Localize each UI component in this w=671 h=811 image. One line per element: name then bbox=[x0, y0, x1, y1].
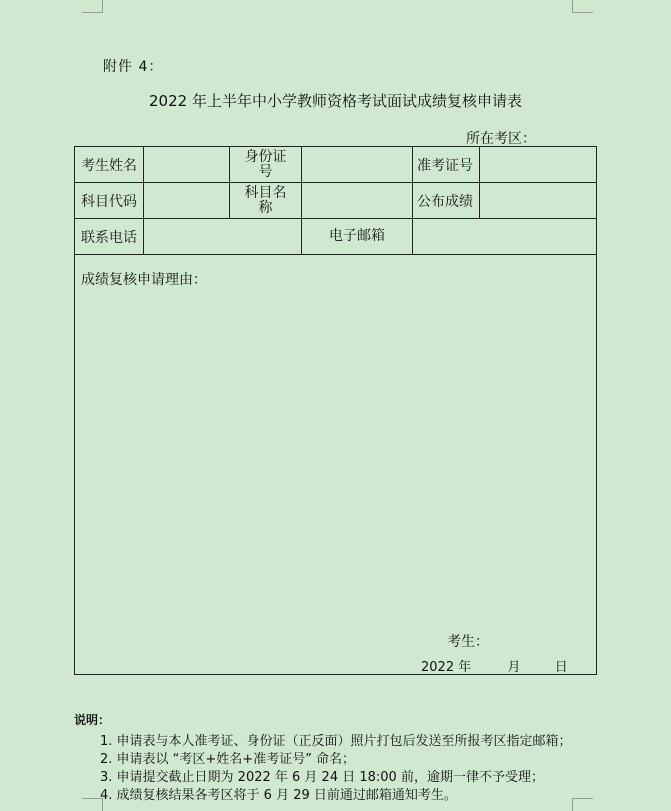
page-corner-mark bbox=[572, 0, 593, 13]
page-corner-mark bbox=[82, 0, 103, 13]
subject-name-line1: 科目名 bbox=[244, 184, 287, 201]
note-item: 2. 申请表以 “考区+姓名+准考证号” 命名； bbox=[100, 752, 356, 767]
email-field[interactable] bbox=[413, 219, 596, 254]
subject-name-label bbox=[230, 183, 301, 218]
id-label-line1: 身份证 bbox=[244, 148, 287, 165]
published-score-field[interactable] bbox=[480, 183, 596, 218]
subject-name-field[interactable] bbox=[302, 183, 412, 218]
subject-code-label: 科目代码 bbox=[81, 193, 137, 210]
page-corner-mark bbox=[572, 798, 593, 811]
date-line bbox=[421, 656, 568, 675]
subject-name-line2: 称 bbox=[258, 199, 273, 216]
signature-label: 考生： bbox=[447, 634, 489, 650]
note-item: 4. 成绩复核结果各考区将于 6 月 29 日前通过邮箱通知考生。 bbox=[100, 788, 457, 803]
notes-section bbox=[74, 711, 110, 728]
document-title: 2022 年上半年中小学教师资格考试面试成绩复核申请表 bbox=[149, 92, 522, 110]
date-year: 2022 年 bbox=[421, 660, 472, 675]
note-item: 3. 申请提交截止日期为 2022 年 6 月 24 日 18:00 前，逾期一律不予受理； bbox=[100, 770, 544, 785]
row-divider bbox=[75, 254, 596, 255]
email-label: 电子邮箱 bbox=[329, 228, 385, 244]
name-label: 考生姓名 bbox=[81, 157, 137, 174]
id-label-line2: 号 bbox=[258, 163, 273, 180]
ticket-number-field[interactable] bbox=[480, 147, 596, 182]
ticket-number-label: 准考证号 bbox=[417, 157, 473, 174]
note-item: 1. 申请表与本人准考证、身份证（正反面）照片打包后发送至所报考区指定邮箱； bbox=[100, 734, 572, 749]
phone-label: 联系电话 bbox=[81, 229, 137, 246]
id-number-label bbox=[230, 147, 301, 182]
id-number-field[interactable] bbox=[302, 147, 412, 182]
subject-code-field[interactable] bbox=[144, 183, 229, 218]
date-month: 月 bbox=[507, 660, 521, 675]
application-form bbox=[74, 146, 597, 675]
reason-field[interactable] bbox=[75, 287, 596, 617]
phone-field[interactable] bbox=[144, 219, 301, 254]
reason-label: 成绩复核申请理由： bbox=[81, 272, 207, 288]
published-score-label: 公布成绩 bbox=[417, 193, 473, 210]
date-day: 日 bbox=[554, 660, 568, 675]
notes-title: 说明： bbox=[74, 713, 111, 727]
region-label: 所在考区： bbox=[466, 131, 536, 147]
name-field[interactable] bbox=[144, 147, 229, 182]
attachment-label: 附件 4： bbox=[103, 59, 164, 75]
